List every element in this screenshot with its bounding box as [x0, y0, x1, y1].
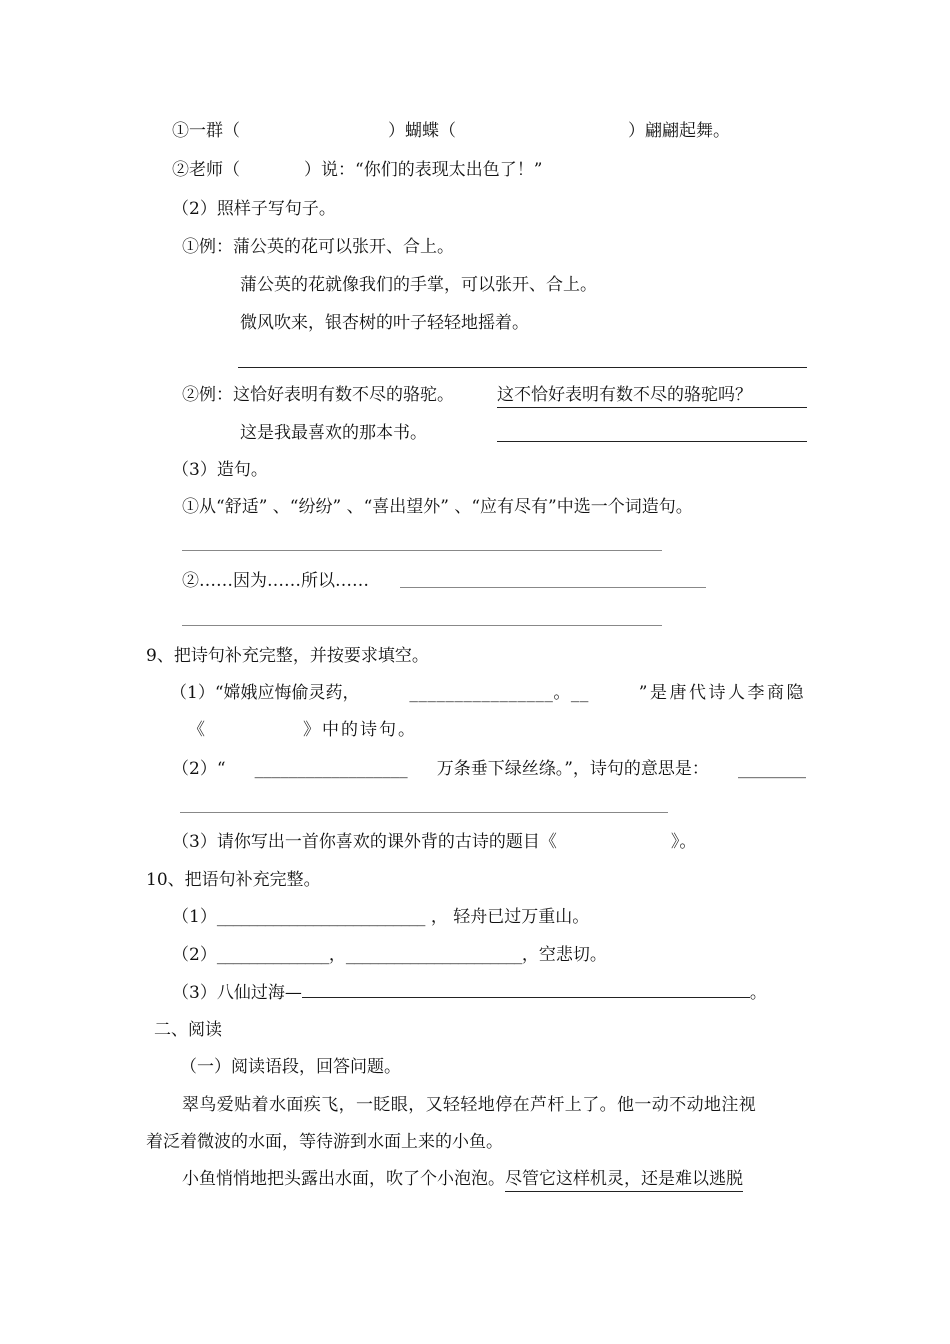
fill-1-part-c: ）翩翩起舞。: [628, 121, 730, 141]
fill-2-part-b: ）说：“你们的表现太出色了！”: [304, 160, 543, 180]
rewrite-task-1: 微风吹来，银杏树的叶子轻轻地摇着。: [240, 313, 529, 333]
rewrite-example-1-answer: 蒲公英的花就像我们的手掌，可以张开、合上。: [240, 275, 597, 295]
fill-line-2: [172, 159, 542, 181]
reading-para-1-line-1: 翠鸟爱贴着水面疾飞，一眨眼，又轻轻地停在芦杆上了。他一动不动地注视: [182, 1095, 757, 1115]
fill-2-part-a: ②老师（: [172, 160, 240, 180]
rewrite-example-2: ②例：这恰好表明有数不尽的骆驼。: [182, 385, 454, 405]
rewrite-answer-line-2[interactable]: [497, 441, 807, 442]
rewrite-example-1: ①例：蒲公英的花可以张开、合上。: [182, 237, 454, 257]
rewrite-task-2: 这是我最喜欢的那本书。: [240, 423, 427, 443]
q9-1-a: （1）“嫦娥应悔偷灵药，: [170, 683, 360, 703]
q9-1-c: 《: [188, 720, 207, 740]
fill-line-1: [172, 120, 730, 142]
q9-2-meaning-blank[interactable]: ________: [738, 759, 806, 779]
rewrite-answer-line-1[interactable]: [238, 367, 807, 368]
q9-3-text: （3）请你写出一首你喜欢的课外背的古诗的题目《: [172, 832, 557, 852]
q9-meaning-line[interactable]: [180, 812, 668, 813]
q9-poem-3: [172, 831, 696, 853]
q10-1-b: ， 轻舟已过万重山。: [430, 907, 590, 927]
q10-2-comma: ，: [328, 945, 346, 965]
make-item-1: ①从“舒适” 、“纷纷” 、“喜出望外” 、“应有尽有”中选一个词造句。: [182, 497, 693, 517]
rewrite-example-2-answer: 这不恰好表明有数不尽的骆驼吗？: [497, 384, 807, 408]
q10-heading: 10、把语句补充完整。: [146, 870, 321, 890]
q9-heading: 9、把诗句补充完整，并按要求填空。: [146, 646, 429, 666]
q9-poem-2: [172, 758, 806, 780]
fill-1-part-a: ①一群（: [172, 121, 240, 141]
q10-1-a: （1）: [172, 907, 217, 927]
q9-2-a: （2）“: [172, 759, 226, 779]
make-answer-line-2a[interactable]: [400, 587, 706, 588]
q10-item-2: [172, 944, 607, 966]
q9-poem-1: [170, 682, 806, 704]
q9-3-end: 》。: [670, 832, 697, 852]
fill-1-part-b: ）蝴蝶（: [388, 121, 456, 141]
q10-1-blank[interactable]: __________________________: [216, 907, 425, 927]
rewrite-heading: （2）照样子写句子。: [172, 199, 336, 219]
q10-3-a: （3）八仙过海—: [172, 983, 302, 1003]
q10-3-end: 。: [749, 983, 767, 1003]
q9-1-blank[interactable]: ________________。__: [409, 683, 589, 703]
q9-poem-1-title-line: [188, 719, 417, 741]
q10-2-a: （2）: [172, 945, 217, 965]
make-heading: （3）造句。: [172, 460, 268, 480]
q10-3-blank[interactable]: [302, 995, 750, 998]
q10-2-blank-1[interactable]: ______________: [216, 945, 329, 965]
q9-2-b: 万条垂下绿丝绦。”，诗句的意思是：: [436, 759, 709, 779]
reading-para-1-line-2: 着泛着微波的水面，等待游到水面上来的小鱼。: [146, 1132, 503, 1152]
reading-section-title: 二、阅读: [154, 1020, 222, 1040]
make-item-2: ②……因为……所以……: [182, 571, 369, 591]
q10-2-b: ，空悲切。: [521, 945, 607, 965]
q10-item-3: [172, 982, 767, 1004]
reading-sub-title: （一）阅读语段，回答问题。: [180, 1057, 401, 1077]
q9-1-d: 》中的诗句。: [303, 720, 417, 740]
q10-2-blank-2[interactable]: ______________________: [345, 945, 522, 965]
reading-para-2-text: 小鱼悄悄地把头露出水面，吹了个小泡泡。: [182, 1169, 505, 1189]
reading-para-2-line-1: [182, 1168, 743, 1190]
reading-para-2-underlined: 尽管它这样机灵，还是难以逃脱: [505, 1169, 743, 1192]
q9-2-blank[interactable]: __________________: [254, 759, 408, 779]
q10-item-1: [172, 906, 589, 928]
q9-1-b: ”是唐代诗人李商隐: [638, 683, 806, 703]
make-answer-line-2b[interactable]: [182, 625, 662, 626]
make-answer-line-1[interactable]: [182, 550, 662, 551]
